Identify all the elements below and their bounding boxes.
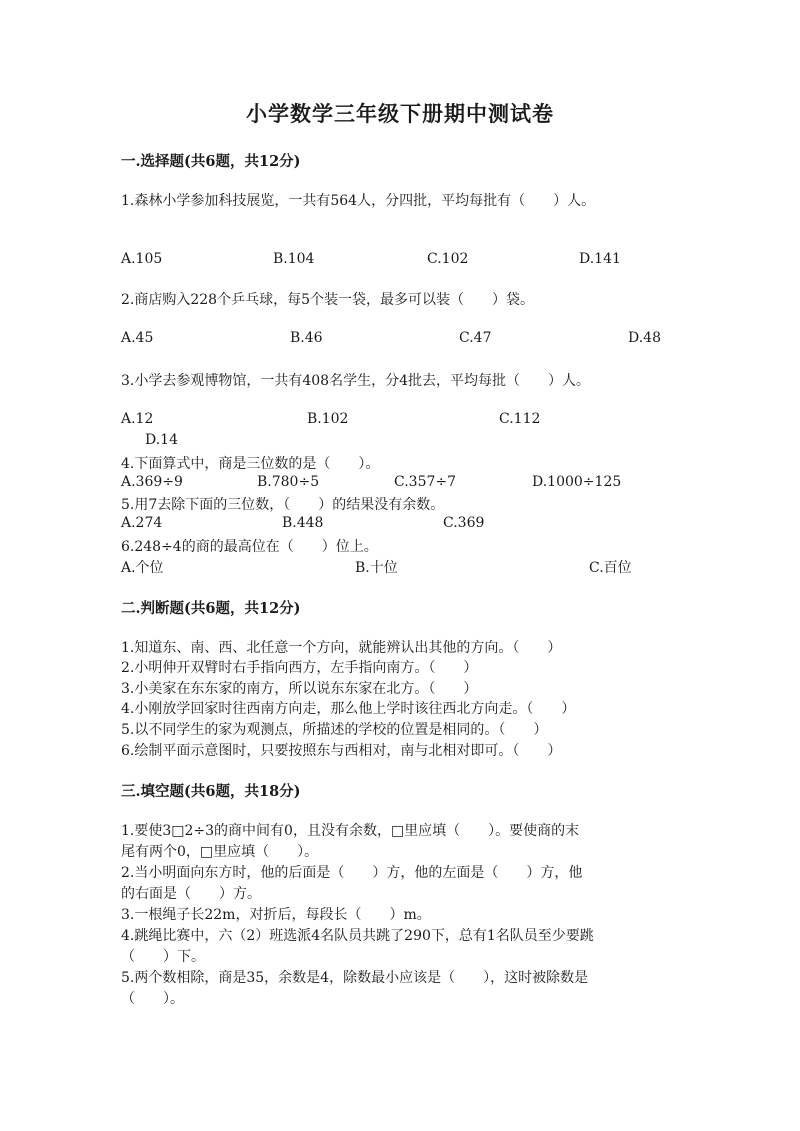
option-c: C.357÷7 (394, 474, 457, 490)
question-text: 5.用7去除下面的三位数，（ ）的结果没有余数。 (121, 497, 445, 513)
option-d: D.141 (579, 251, 621, 267)
fill-item: 1.要使3□2÷3的商中间有0，且没有余数，□里应填（ ）。要使商的末 (121, 823, 580, 839)
option-c: C.369 (443, 515, 485, 531)
option-d: D.1000÷125 (532, 474, 622, 490)
question-text: 1.森林小学参加科技展览，一共有564人，分四批，平均每批有（ ）人。 (121, 193, 596, 209)
fill-item: （ ）下。 (121, 949, 205, 965)
section-heading-judge: 二.判断题(共6题，共12分) (121, 600, 301, 617)
question-text: 2.商店购入228个乒乓球，每5个装一袋，最多可以装（ ）袋。 (121, 292, 534, 308)
fill-item: 尾有两个0，□里应填（ ）。 (121, 844, 319, 860)
question-text: 6.248÷4的商的最高位在（ ）位上。 (121, 539, 378, 555)
option-a: A.45 (121, 330, 154, 346)
option-a: A.个位 (121, 560, 164, 576)
fill-item: 4.跳绳比赛中，六（2）班选派4名队员共跳了290下，总有1名队员至少要跳 (121, 928, 594, 944)
option-d: D.48 (628, 330, 661, 346)
option-b: B.46 (290, 330, 323, 346)
page-title: 小学数学三年级下册期中测试卷 (246, 101, 554, 126)
question-text: 4.下面算式中，商是三位数的是（ ）。 (121, 456, 380, 472)
fill-item: （ ）。 (121, 991, 184, 1007)
option-b: B.104 (273, 251, 315, 267)
fill-item: 2.当小明面向东方时，他的后面是（ ）方，他的左面是（ ）方，他 (121, 865, 583, 881)
option-b: B.448 (282, 515, 324, 531)
option-a: A.12 (121, 411, 154, 427)
option-a: A.369÷9 (121, 474, 183, 490)
option-b: B.102 (307, 411, 349, 427)
fill-item: 3.一根绳子长22m，对折后，每段长（ ）m。 (121, 907, 431, 923)
option-d: D.14 (145, 432, 178, 448)
judge-item: 4.小刚放学回家时往西南方向走，那么他上学时该往西北方向走。（ ） (121, 701, 576, 717)
judge-item: 3.小美家在东东家的南方，所以说东东家在北方。（ ） (121, 681, 478, 697)
option-b: B.780÷5 (257, 474, 320, 490)
question-text: 3.小学去参观博物馆，一共有408名学生，分4批去，平均每批（ ）人。 (121, 373, 590, 389)
fill-item: 的右面是（ ）方。 (121, 886, 261, 902)
option-c: C.47 (459, 330, 492, 346)
option-a: A.105 (121, 251, 163, 267)
option-a: A.274 (121, 515, 163, 531)
judge-item: 2.小明伸开双臂时右手指向西方，左手指向南方。（ ） (121, 660, 478, 676)
option-c: C.102 (427, 251, 469, 267)
option-c: C.112 (499, 411, 541, 427)
judge-item: 1.知道东、南、西、北任意一个方向，就能辨认出其他的方向。（ ） (121, 640, 562, 656)
option-b: B.十位 (355, 560, 398, 576)
judge-item: 5.以不同学生的家为观测点，所描述的学校的位置是相同的。（ ） (121, 722, 548, 738)
section-heading-fill: 三.填空题(共6题，共18分) (121, 783, 301, 800)
fill-item: 5.两个数相除，商是35，余数是4，除数最小应该是（ ），这时被除数是 (121, 970, 589, 986)
judge-item: 6.绘制平面示意图时，只要按照东与西相对，南与北相对即可。（ ） (121, 743, 562, 759)
option-c: C.百位 (589, 560, 632, 576)
section-heading-choice: 一.选择题(共6题，共12分) (121, 153, 301, 170)
